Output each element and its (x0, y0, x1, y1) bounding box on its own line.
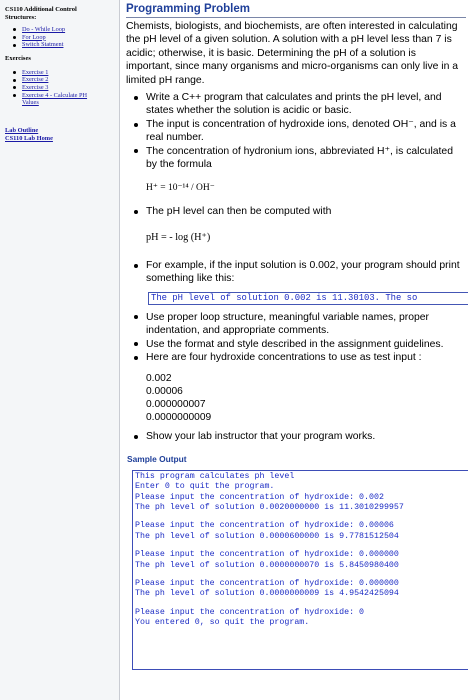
list-item: Here are four hydroxide concentrations to use as test input : (126, 351, 462, 364)
exercise-3-link[interactable]: Exercise 3 (22, 83, 49, 91)
output-line: Enter 0 to quit the program. (135, 482, 275, 492)
output-line: This program calculates ph level (135, 471, 295, 481)
hydronium-formula: H⁺ = 10⁻¹⁴ / OH⁻ (146, 183, 215, 194)
exercise-1-link[interactable]: Exercise 1 (22, 68, 49, 76)
guidelines-list (126, 311, 468, 365)
sidebar-heading (5, 6, 115, 22)
example-output-box: The pH level of solution 0.002 is 11.30103. The so (148, 292, 468, 305)
list-item: Use the format and style described in the assignment guidelines. (126, 338, 462, 351)
sidebar-heading-line: Structures: (5, 14, 37, 21)
output-line: Please input the concentration of hydroxide: 0.000000 (135, 550, 399, 560)
ph-formula: pH = - log (H⁺) (146, 231, 211, 243)
switch-statement-link[interactable]: Switch Statment (22, 41, 64, 49)
page-title: Programming Problem (126, 3, 250, 15)
sidebar-nav (0, 0, 120, 700)
exercise-4-link[interactable]: Exercise 4 - Calculate PH (22, 91, 88, 99)
output-line: Please input the concentration of hydroxide: 0.002 (135, 492, 384, 502)
lab-home-link[interactable]: CS110 Lab Home (5, 134, 53, 142)
list-item: Show your lab instructor that your program works. (126, 430, 462, 443)
output-line: Please input the concentration of hydroxide: 0 (135, 607, 365, 617)
intro-paragraph: Chemists, biologists, and biochemists, are often interested in calculating the pH level of a given solution. A solution with a pH level less than 7 is acidic; otherwise, it is basic. Determining the pH of a solution is important, since many organisms and micro-organisms can only live in a limited pH range. (126, 21, 459, 86)
requirements-list (126, 91, 468, 171)
output-line: Please input the concentration of hydroxide: 0.00006 (135, 521, 394, 531)
exercise-4-link-cont[interactable]: Values (22, 99, 39, 107)
sidebar-item-exercise-1[interactable] (13, 69, 115, 77)
exercises-heading: Exercises (5, 54, 31, 62)
lab-outline-link[interactable]: Lab Outline (5, 126, 39, 134)
output-line: Please input the concentration of hydroxide: 0.000000 (135, 578, 399, 588)
test-values (146, 372, 468, 424)
sidebar-item-exercise-3[interactable] (13, 84, 115, 92)
output-line: The ph level of solution 0.0000600000 is 9.7781512504 (135, 531, 399, 541)
output-gap (135, 600, 468, 608)
loop-links-list (5, 26, 115, 49)
sidebar-heading-line: CS110 Additional Control (5, 6, 77, 13)
do-while-link[interactable]: Do - While Loop (22, 26, 66, 33)
title-divider (126, 17, 466, 18)
output-gap (135, 571, 468, 579)
output-line: You entered 0, so quit the program. (135, 618, 310, 628)
exercise-2-link[interactable]: Exercise 2 (22, 76, 49, 84)
ph-list (126, 205, 468, 218)
sample-output-heading: Sample Output (127, 453, 187, 464)
test-value: 0.00006 (146, 386, 183, 398)
show-list (126, 430, 468, 443)
sample-output-box (132, 470, 468, 670)
test-value: 0.002 (146, 373, 172, 385)
sidebar-item-exercise-4[interactable] (13, 92, 115, 107)
output-line: The ph level of solution 0.0000000009 is 4.9542425094 (135, 589, 399, 599)
example-list (126, 259, 468, 286)
test-value: 0.0000000009 (146, 412, 212, 424)
list-item: Write a C++ program that calculates and prints the pH level, and states whether the solution is acidic or basic. (126, 91, 462, 118)
test-value: 0.000000007 (146, 399, 206, 411)
sidebar-item-exercise-2[interactable] (13, 76, 115, 84)
output-line: The ph level of solution 0.0000000070 is 5.8450980400 (135, 560, 399, 570)
output-gap (135, 542, 468, 550)
list-item: The concentration of hydronium ions, abbreviated H⁺, is calculated by the formula (126, 145, 462, 172)
sidebar-item-switch[interactable] (13, 41, 115, 49)
for-loop-link[interactable]: For Loop (22, 33, 46, 41)
sidebar-item-for-loop[interactable] (13, 34, 115, 42)
list-item: The pH level can then be computed with (126, 205, 462, 218)
sidebar-item-do-while[interactable] (13, 26, 115, 34)
main-content (126, 0, 468, 700)
list-item: Use proper loop structure, meaningful variable names, proper indentation, and appropriate comments. (126, 311, 462, 338)
output-line: The ph level of solution 0.0020000000 is 11.3010299957 (135, 502, 404, 512)
list-item: The input is concentration of hydroxide ions, denoted OH⁻, and is a real number. (126, 118, 462, 145)
exercise-links-list (5, 69, 115, 107)
list-item: For example, if the input solution is 0.002, your program should print something like this: (126, 259, 462, 286)
